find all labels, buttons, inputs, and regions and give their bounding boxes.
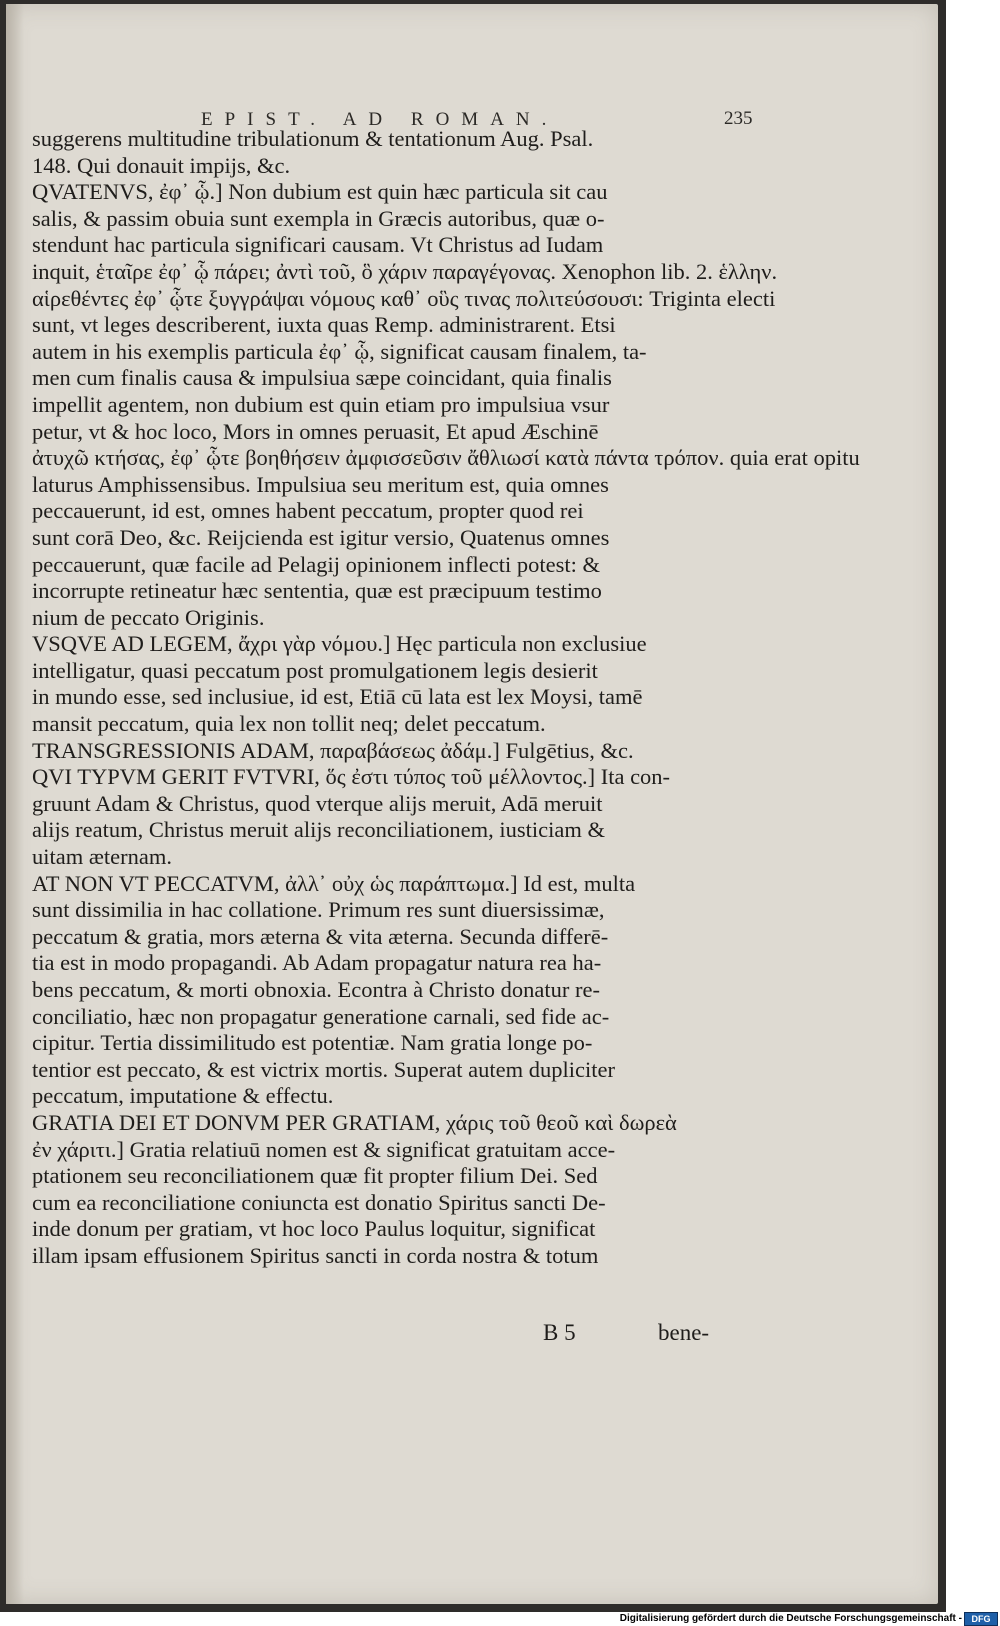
text-line: inquit, ἑταῖρε ἐφ᾽ ᾧ πάρει; ἀντὶ τοῦ, ὃ χάριν παραγέγονας. Xenophon lib. 2. ἑλλην. xyxy=(32,258,778,284)
text-line: autem in his exemplis particula ἐφ᾽ ᾧ, significat causam finalem, ta- xyxy=(32,338,647,364)
body-text xyxy=(32,126,860,1270)
dfg-logo: DFG xyxy=(964,1612,998,1626)
catchword: bene- xyxy=(658,1320,710,1345)
text-line: incorrupte retineatur hæc sententia, quæ est præcipuum testimo xyxy=(32,578,602,604)
catchword-row xyxy=(543,1320,743,1350)
text-line: intelligatur, quasi peccatum post promulgationem legis desierit xyxy=(32,657,598,683)
text-line: gruunt Adam & Christus, quod vterque alijs meruit, Adā meruit xyxy=(32,790,603,816)
signature-mark: B 5 xyxy=(543,1320,576,1345)
text-line: petur, vt & hoc loco, Mors in omnes peruasit, Et apud Æschinē xyxy=(32,418,599,444)
book-page xyxy=(6,4,938,1604)
text-line: illam ipsam effusionem Spiritus sancti in corda nostra & totum xyxy=(32,1242,599,1268)
text-line: suggerens multitudine tribulationum & tentationum Aug. Psal. xyxy=(32,126,594,151)
text-line: salis, & passim obuia sunt exempla in Græcis autoribus, quæ o- xyxy=(32,205,605,231)
text-line: impellit agentem, non dubium est quin etiam pro impulsiua vsur xyxy=(32,391,610,417)
text-line: QVATENVS, ἐφ᾽ ᾧ.] Non dubium est quin hæc particula sit cau xyxy=(32,179,608,205)
text-line: men cum finalis causa & impulsiua sæpe coincidant, quia finalis xyxy=(32,365,612,391)
text-line: sunt dissimilia in hac collatione. Primum res sunt diuersissimæ, xyxy=(32,897,605,923)
text-line: tia est in modo propagandi. Ab Adam propagatur natura rea ha- xyxy=(32,950,602,976)
text-line: GRATIA DEI ET DONVM PER GRATIAM, χάρις τοῦ θεοῦ καὶ δωρεὰ xyxy=(32,1109,677,1135)
text-line: peccauerunt, quæ facile ad Pelagij opinionem inflecti potest: & xyxy=(32,551,600,577)
text-line: peccatum, imputatione & effectu. xyxy=(32,1083,334,1109)
text-line: conciliatio, hæc non propagatur generatione carnali, sed fide ac- xyxy=(32,1003,610,1029)
text-line: αἱρεθέντες ἐφ᾽ ᾧτε ξυγγράψαι νόμους καθ᾽ οὓς τινας πολιτεύσουσι: Triginta electi xyxy=(32,285,776,311)
text-line: cum ea reconciliatione coniuncta est donatio Spiritus sancti De- xyxy=(32,1189,606,1215)
text-line: nium de peccato Originis. xyxy=(32,604,265,630)
text-line: QVI TYPVM GERIT FVTVRI, ὅς ἐστι τύπος τοῦ μέλλοντος.] Ita con- xyxy=(32,764,671,790)
text-line: stendunt hac particula significari causam. Vt Christus ad Iudam xyxy=(32,232,604,258)
page-gutter-shadow xyxy=(6,4,24,1604)
text-line: ἐν χάριτι.] Gratia relatiuū nomen est & significat gratuitam acce- xyxy=(32,1136,616,1162)
text-line: uitam æternam. xyxy=(32,844,172,870)
text-line: 148. Qui donauit impijs, &c. xyxy=(32,152,291,178)
funding-credit: Digitalisierung gefördert durch die Deutsche Forschungsgemeinschaft - xyxy=(619,1613,962,1624)
text-line: VSQVE AD LEGEM, ἄχρι γὰρ νόμου.] Hęc particula non exclusiue xyxy=(32,631,647,657)
page-number: 235 xyxy=(724,108,753,129)
viewer-footer xyxy=(0,1612,1000,1625)
text-line: peccauerunt, id est, omnes habent peccatum, propter quod rei xyxy=(32,498,584,524)
text-line: sunt, vt leges describerent, iuxta quas Remp. administrarent. Etsi xyxy=(32,312,616,338)
text-line: TRANSGRESSIONIS ADAM, παραβάσεως ἀδάμ.] Fulgētius, &c. xyxy=(32,737,634,763)
text-line: cipitur. Tertia dissimilitudo est potentiæ. Nam gratia longe po- xyxy=(32,1030,593,1056)
running-title: EPIST. AD ROMAN. xyxy=(201,109,559,130)
text-line: sunt corā Deo, &c. Reijcienda est igitur versio, Quatenus omnes xyxy=(32,524,610,550)
text-line: alijs reatum, Christus meruit alijs reconciliationem, iusticiam & xyxy=(32,817,606,843)
text-line: ptationem seu reconciliationem quæ fit propter filium Dei. Sed xyxy=(32,1163,598,1189)
text-line: peccatum & gratia, mors æterna & vita æterna. Secunda differē- xyxy=(32,923,609,949)
text-line: ἀτυχῶ κτήσας, ἐφ᾽ ᾧτε βοηθήσειν ἀμφισσεῦσιν ἄθλιωσί κατὰ πάντα τρόπον. quia erat opitu xyxy=(32,445,860,471)
text-line: AT NON VT PECCATVM, ἀλλ᾽ οὐχ ὡς παράπτωμα.] Id est, multa xyxy=(32,870,636,896)
text-line: mansit peccatum, quia lex non tollit neq; delet peccatum. xyxy=(32,711,546,737)
text-line: bens peccatum, & morti obnoxia. Econtra à Christo donatur re- xyxy=(32,977,600,1002)
text-line: inde donum per gratiam, vt hoc loco Paulus loquitur, significat xyxy=(32,1216,596,1242)
text-line: in mundo esse, sed inclusiue, id est, Etiā cū lata est lex Moysi, tamē xyxy=(32,684,643,710)
text-line: tentior est peccato, & est victrix mortis. Superat autem dupliciter xyxy=(32,1056,615,1082)
text-line: laturus Amphissensibus. Impulsiua seu meritum est, quia omnes xyxy=(32,471,609,497)
